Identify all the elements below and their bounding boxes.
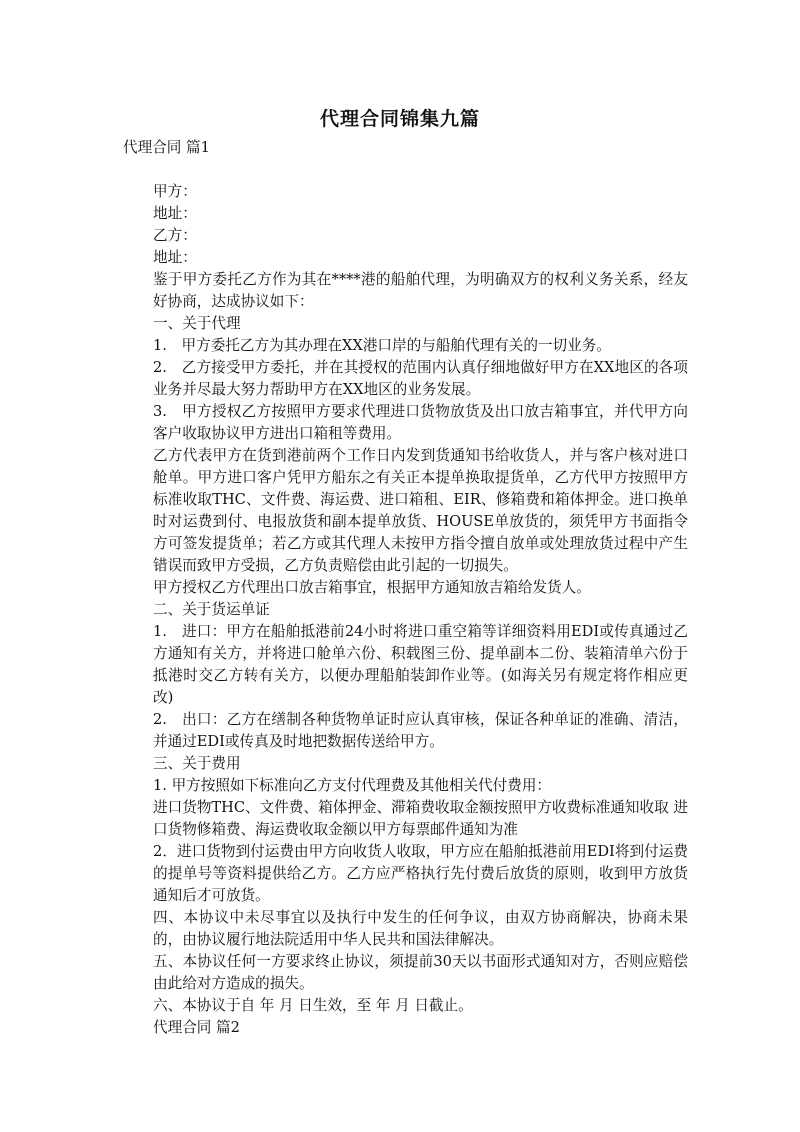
paragraph: 进口货物THC、文件费、箱体押金、滞箱费收取金额按照甲方收费标准通知收取 进口货物修箱费、海运费收取金额以甲方每票邮件通知为准 [153,799,688,838]
paragraph: 1. 甲方按照如下标准向乙方支付代理费及其他相关代付费用： [153,777,552,794]
blank-line [123,159,688,181]
address-label: 地址： [153,249,197,266]
document-body [123,137,688,1039]
paragraph: 四、本协议中未尽事宜以及执行中发生的任何争议，由双方协商解决，协商未果的，由协议履行地法院适用中华人民共和国法律解决。 [153,909,688,948]
party-b-label: 乙方： [153,227,197,244]
paragraph: 1. 甲方委托乙方为其办理在XX港口岸的与船舶代理有关的一切业务。 [153,337,611,354]
section-heading: 代理合同 篇2 [153,1019,240,1036]
party-a-label: 甲方： [153,183,197,200]
paragraph: 甲方授权乙方代理出口放吉箱事宜，根据甲方通知放吉箱给发货人。 [153,579,591,596]
paragraph: 鉴于甲方委托乙方作为其在****港的船舶代理，为明确双方的权利义务关系，经友好协商，达成协议如下： [153,271,688,310]
paragraph: 3. 甲方授权乙方按照甲方要求代理进口货物放货及出口放吉箱事宜，并代甲方向客户收取协议甲方进出口箱租等费用。 [153,403,688,442]
paragraph: 乙方代表甲方在货到港前两个工作日内发到货通知书给收货人，并与客户核对进口舱单。甲方进口客户凭甲方船东之有关正本提单换取提货单，乙方代甲方按照甲方标准收取THC、文件费、海运费、进口箱租、EIR、修箱费和箱体押金。进口换单时对运费到付、电报放货和副本提单放货、HOUSE单放货的，须凭甲方书面指令方可签发提货单；若乙方或其代理人未按甲方指令擅自放单或处理放货过程中产生错误而致甲方受损，乙方负责赔偿由此引起的一切损失。 [153,447,688,574]
clause-heading: 三、关于费用 [153,755,241,772]
document-title: 代理合同锦集九篇 [319,108,480,130]
paragraph: 1. 进口：甲方在船舶抵港前24小时将进口重空箱等详细资料用EDI或传真通过乙方通知有关方，并将进口舱单六份、积载图三份、提单副本二份、装箱清单六份于抵港时交乙方转有关方，以便办理船舶装卸作业等。(如海关另有规定将作相应更改) [153,623,688,706]
clause-heading: 二、关于货运单证 [153,601,270,618]
paragraph: 2. 乙方接受甲方委托，并在其授权的范围内认真仔细地做好甲方在XX地区的各项业务并尽最大努力帮助甲方在XX地区的业务发展。 [153,359,688,398]
clause-heading: 一、关于代理 [153,315,241,332]
paragraph: 六、本协议于自 年 月 日生效，至 年 月 日截止。 [153,997,473,1014]
address-label: 地址： [153,205,197,222]
paragraph: 五、本协议任何一方要求终止协议，须提前30天以书面形式通知对方，否则应赔偿由此给对方造成的损失。 [153,953,688,992]
paragraph: 2. 出口：乙方在缮制各种货物单证时应认真审核，保证各种单证的准确、清洁，并通过EDI或传真及时地把数据传送给甲方。 [153,711,688,750]
paragraph: 2．进口货物到付运费由甲方向收货人收取，甲方应在船舶抵港前用EDI将到付运费的提单号等资料提供给乙方。乙方应严格执行先付费后放货的原则，收到甲方放货通知后才可放货。 [153,843,688,904]
section-heading: 代理合同 篇1 [123,139,210,156]
